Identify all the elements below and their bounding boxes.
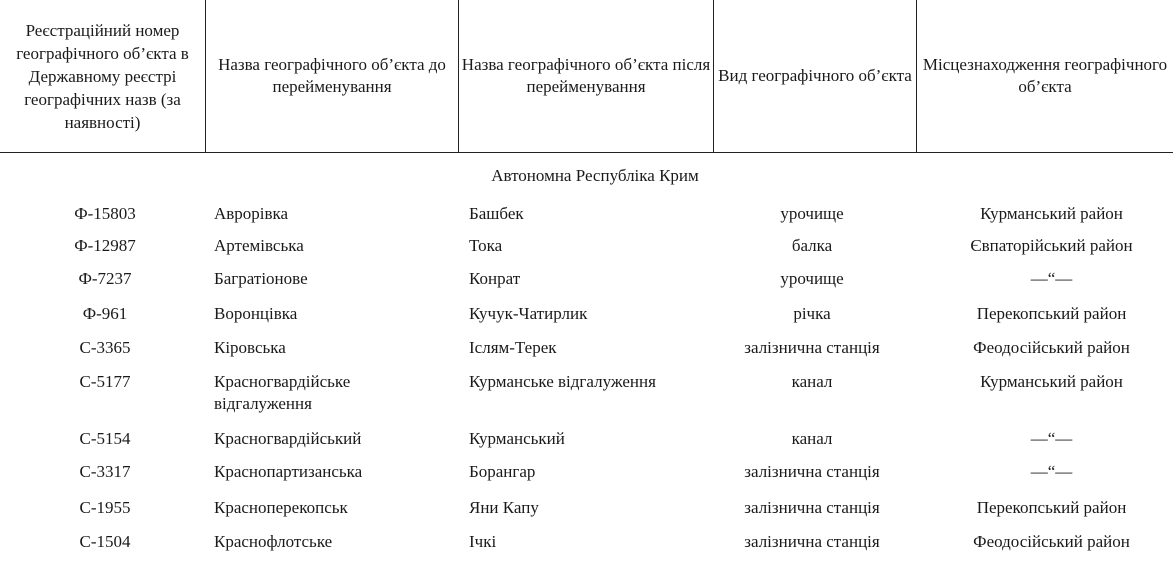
object-type: річка	[793, 304, 831, 323]
new-name: Кучук-Чатирлик	[469, 304, 588, 323]
header-object-type: Вид географічного об’єкта	[718, 66, 912, 85]
registration-number: Ф-7237	[78, 269, 132, 288]
object-type: канал	[791, 372, 833, 391]
registration-number: С-5154	[79, 429, 131, 448]
registration-number: С-1955	[79, 498, 131, 517]
new-name: Яни Капу	[469, 498, 539, 517]
location: Феодосійський район	[973, 338, 1130, 357]
object-type: залізнична станція	[744, 338, 880, 357]
new-name: Тока	[469, 236, 503, 255]
old-name: Краснопартизанська	[214, 462, 363, 481]
location: —“—	[1030, 462, 1073, 481]
location: —“—	[1030, 429, 1073, 448]
old-name: Красноперекопськ	[214, 498, 348, 517]
registration-number: Ф-961	[82, 304, 128, 323]
registration-number: Ф-12987	[74, 236, 136, 255]
location: Перекопський район	[976, 498, 1127, 517]
new-name: Ічкі	[469, 532, 497, 551]
section-title: Автономна Республіка Крим	[491, 166, 699, 185]
new-name: Курманське відгалуження	[469, 372, 656, 391]
header-location: Місцезнаходження географічного об’єкта	[922, 55, 1168, 96]
new-name: Конрат	[469, 269, 521, 288]
header-old-name: Назва географічного об’єкта до перейменування	[218, 55, 446, 96]
header-new-name: Назва географічного об’єкта після перейменування	[461, 55, 711, 96]
object-type: залізнична станція	[744, 498, 880, 517]
object-type: урочище	[780, 269, 844, 288]
old-name: Красногвардійське відгалуження	[214, 372, 351, 413]
new-name: Курманський	[469, 429, 565, 448]
old-name: Аврорівка	[214, 204, 289, 223]
registration-number: Ф-15803	[74, 204, 136, 223]
old-name: Краснофлотське	[214, 532, 333, 551]
registration-number: С-5177	[79, 372, 131, 391]
registration-number: С-3365	[79, 338, 131, 357]
location: Перекопський район	[976, 304, 1127, 323]
registration-number: С-3317	[79, 462, 131, 481]
registration-number: С-1504	[79, 532, 131, 551]
old-name: Воронцівка	[214, 304, 298, 323]
object-type: урочище	[780, 204, 844, 223]
location: Курманський район	[980, 372, 1123, 391]
object-type: балка	[791, 236, 833, 255]
location: Курманський район	[980, 204, 1123, 223]
object-type: залізнична станція	[744, 532, 880, 551]
header-registration-number: Реєстраційний номер географічного об’єкта в Державному реєстрі географічних назв (за наявності)	[16, 20, 189, 132]
location: Євпаторійський район	[970, 236, 1133, 255]
new-name: Башбек	[469, 204, 524, 223]
old-name: Кіровська	[214, 338, 286, 357]
old-name: Багратіонове	[214, 269, 308, 288]
old-name: Артемівська	[214, 236, 304, 255]
old-name: Красногвардійський	[214, 429, 362, 448]
location: Феодосійський район	[973, 532, 1130, 551]
object-type: канал	[791, 429, 833, 448]
new-name: Борангар	[469, 462, 536, 481]
location: —“—	[1030, 269, 1073, 288]
table-header	[0, 0, 1173, 153]
object-type: залізнична станція	[744, 462, 880, 481]
new-name: Іслям-Терек	[469, 338, 557, 357]
